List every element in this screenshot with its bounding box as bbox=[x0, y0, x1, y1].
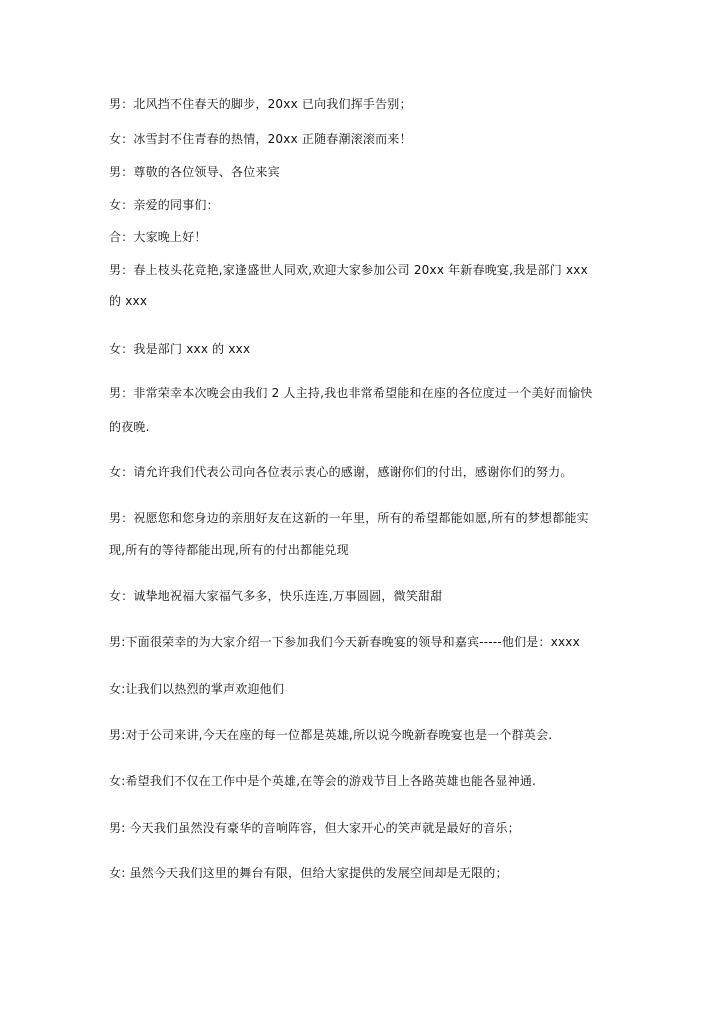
script-line-6-cont: 的 xxx bbox=[109, 294, 148, 308]
script-line-12: 男:下面很荣幸的为大家介绍一下参加我们今天新春晚宴的领导和嘉宾-----他们是：xxxx bbox=[109, 635, 580, 649]
script-line-4: 女：亲爱的同事们： bbox=[109, 198, 219, 212]
script-line-3: 男：尊敬的各位领导、各位来宾 bbox=[109, 165, 280, 179]
script-line-2: 女：冰雪封不住青春的热情，20xx 正随春潮滚滚而来！ bbox=[109, 132, 412, 146]
script-line-5: 合：大家晚上好！ bbox=[109, 230, 207, 244]
script-line-13: 女:让我们以热烈的掌声欢迎他们 bbox=[109, 682, 285, 696]
script-line-9: 女：请允许我们代表公司向各位表示衷心的感谢，感谢你们的付出，感谢你们的努力。 bbox=[109, 465, 573, 479]
script-line-10: 男：祝愿您和您身边的亲朋好友在这新的一年里，所有的希望都能如愿,所有的梦想都能实 bbox=[109, 511, 589, 525]
script-line-8-cont: 的夜晚. bbox=[109, 420, 150, 434]
script-line-1: 男：北风挡不住春天的脚步，20xx 已向我们挥手告别； bbox=[109, 97, 412, 111]
script-line-17: 女: 虽然今天我们这里的舞台有限，但给大家提供的发展空间却是无限的； bbox=[109, 866, 508, 880]
script-line-10-cont: 现,所有的等待都能出现,所有的付出都能兑现 bbox=[109, 543, 349, 557]
script-line-15: 女:希望我们不仅在工作中是个英雄,在等会的游戏节目上各路英雄也能各显神通. bbox=[109, 774, 537, 788]
script-line-6: 男：春上枝头花竞艳,家逢盛世人同欢,欢迎大家参加公司 20xx 年新春晚宴,我是部门 xxx bbox=[109, 263, 588, 277]
script-line-16: 男: 今天我们虽然没有豪华的音响阵容，但大家开心的笑声就是最好的音乐； bbox=[109, 821, 520, 835]
script-line-7: 女：我是部门 xxx 的 xxx bbox=[109, 342, 251, 356]
script-line-11: 女：诚挚地祝福大家福气多多，快乐连连,万事圆圆，微笑甜甜 bbox=[109, 589, 443, 603]
script-line-14: 男:对于公司来讲,今天在座的每一位都是英雄,所以说今晚新春晚宴也是一个群英会. bbox=[109, 728, 553, 742]
script-line-8: 男：非常荣幸本次晚会由我们 2 人主持,我也非常希望能和在座的各位度过一个美好而愉快 bbox=[109, 386, 593, 400]
